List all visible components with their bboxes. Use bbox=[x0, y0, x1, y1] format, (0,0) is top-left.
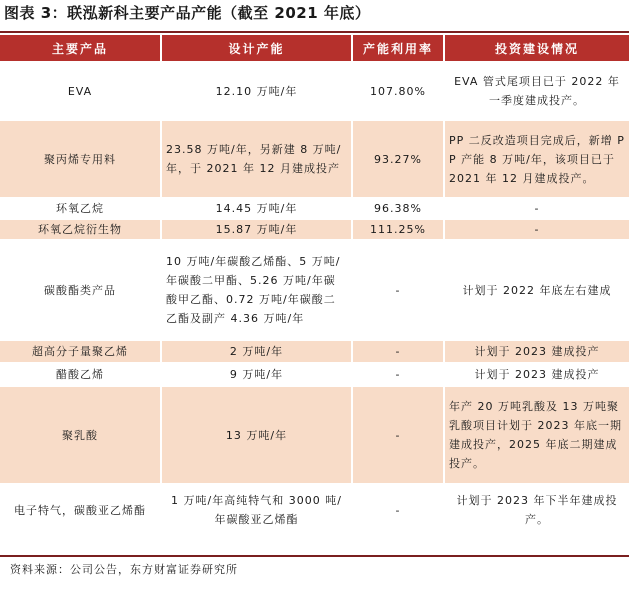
cell-capacity: 14.45 万吨/年 bbox=[160, 197, 351, 218]
cell-product: 聚乳酸 bbox=[0, 385, 160, 483]
cell-capacity: 1 万吨/年高纯特气和 3000 吨/年碳酸亚乙烯酯 bbox=[160, 483, 351, 535]
table-row bbox=[0, 483, 629, 535]
cell-capacity: 15.87 万吨/年 bbox=[160, 218, 351, 239]
cell-utilization: - bbox=[351, 483, 443, 535]
cell-capacity: 13 万吨/年 bbox=[160, 385, 351, 483]
header-status: 投资建设情况 bbox=[443, 35, 629, 61]
table-row bbox=[0, 239, 629, 339]
cell-utilization: 111.25% bbox=[351, 218, 443, 239]
bottom-rule bbox=[0, 555, 629, 557]
header-product: 主要产品 bbox=[0, 35, 160, 61]
capacity-table bbox=[0, 35, 629, 535]
cell-product: 环氧乙烷衍生物 bbox=[0, 218, 160, 239]
cell-status: - bbox=[443, 197, 629, 218]
table-row bbox=[0, 61, 629, 119]
table-row bbox=[0, 385, 629, 483]
cell-capacity: 2 万吨/年 bbox=[160, 339, 351, 362]
header-row bbox=[0, 35, 629, 61]
source-note: 资料来源：公司公告，东方财富证券研究所 bbox=[10, 563, 238, 576]
cell-utilization: - bbox=[351, 385, 443, 483]
cell-product: 超高分子量聚乙烯 bbox=[0, 339, 160, 362]
top-rule bbox=[0, 31, 629, 33]
cell-status: EVA 管式尾项目已于 2022 年一季度建成投产。 bbox=[443, 61, 629, 119]
cell-status: 年产 20 万吨乳酸及 13 万吨聚乳酸项目计划于 2023 年底一期建成投产，2025 年底二期建成投产。 bbox=[443, 385, 629, 483]
cell-status: 计划于 2023 建成投产 bbox=[443, 339, 629, 362]
cell-utilization: - bbox=[351, 362, 443, 385]
cell-capacity: 10 万吨/年碳酸乙烯酯、5 万吨/年碳酸二甲酯、5.26 万吨/年碳酸甲乙酯、0.72 万吨/年碳酸二乙酯及副产 4.36 万吨/年 bbox=[160, 239, 351, 339]
cell-utilization: 107.80% bbox=[351, 61, 443, 119]
table-row bbox=[0, 362, 629, 385]
cell-status: 计划于 2023 建成投产 bbox=[443, 362, 629, 385]
cell-utilization: 96.38% bbox=[351, 197, 443, 218]
cell-capacity: 23.58 万吨/年，另新建 8 万吨/年，于 2021 年 12 月建成投产 bbox=[160, 119, 351, 197]
cell-status: - bbox=[443, 218, 629, 239]
table-row bbox=[0, 119, 629, 197]
cell-capacity: 12.10 万吨/年 bbox=[160, 61, 351, 119]
table-title: 图表 3：联泓新科主要产品产能（截至 2021 年底） bbox=[4, 4, 371, 22]
cell-product: EVA bbox=[0, 61, 160, 119]
cell-status: PP 二反改造项目完成后，新增 PP 产能 8 万吨/年，该项目已于 2021 年 12 月建成投产。 bbox=[443, 119, 629, 197]
cell-product: 聚丙烯专用料 bbox=[0, 119, 160, 197]
table-row bbox=[0, 339, 629, 362]
cell-utilization: - bbox=[351, 239, 443, 339]
cell-product: 醋酸乙烯 bbox=[0, 362, 160, 385]
header-capacity: 设计产能 bbox=[160, 35, 351, 61]
cell-capacity: 9 万吨/年 bbox=[160, 362, 351, 385]
cell-product: 碳酸酯类产品 bbox=[0, 239, 160, 339]
cell-status: 计划于 2023 年下半年建成投产。 bbox=[443, 483, 629, 535]
cell-status: 计划于 2022 年底左右建成 bbox=[443, 239, 629, 339]
header-utilization: 产能利用率 bbox=[351, 35, 443, 61]
cell-utilization: - bbox=[351, 339, 443, 362]
cell-product: 环氧乙烷 bbox=[0, 197, 160, 218]
table-row bbox=[0, 218, 629, 239]
table-row bbox=[0, 197, 629, 218]
cell-product: 电子特气，碳酸亚乙烯酯 bbox=[0, 483, 160, 535]
cell-utilization: 93.27% bbox=[351, 119, 443, 197]
